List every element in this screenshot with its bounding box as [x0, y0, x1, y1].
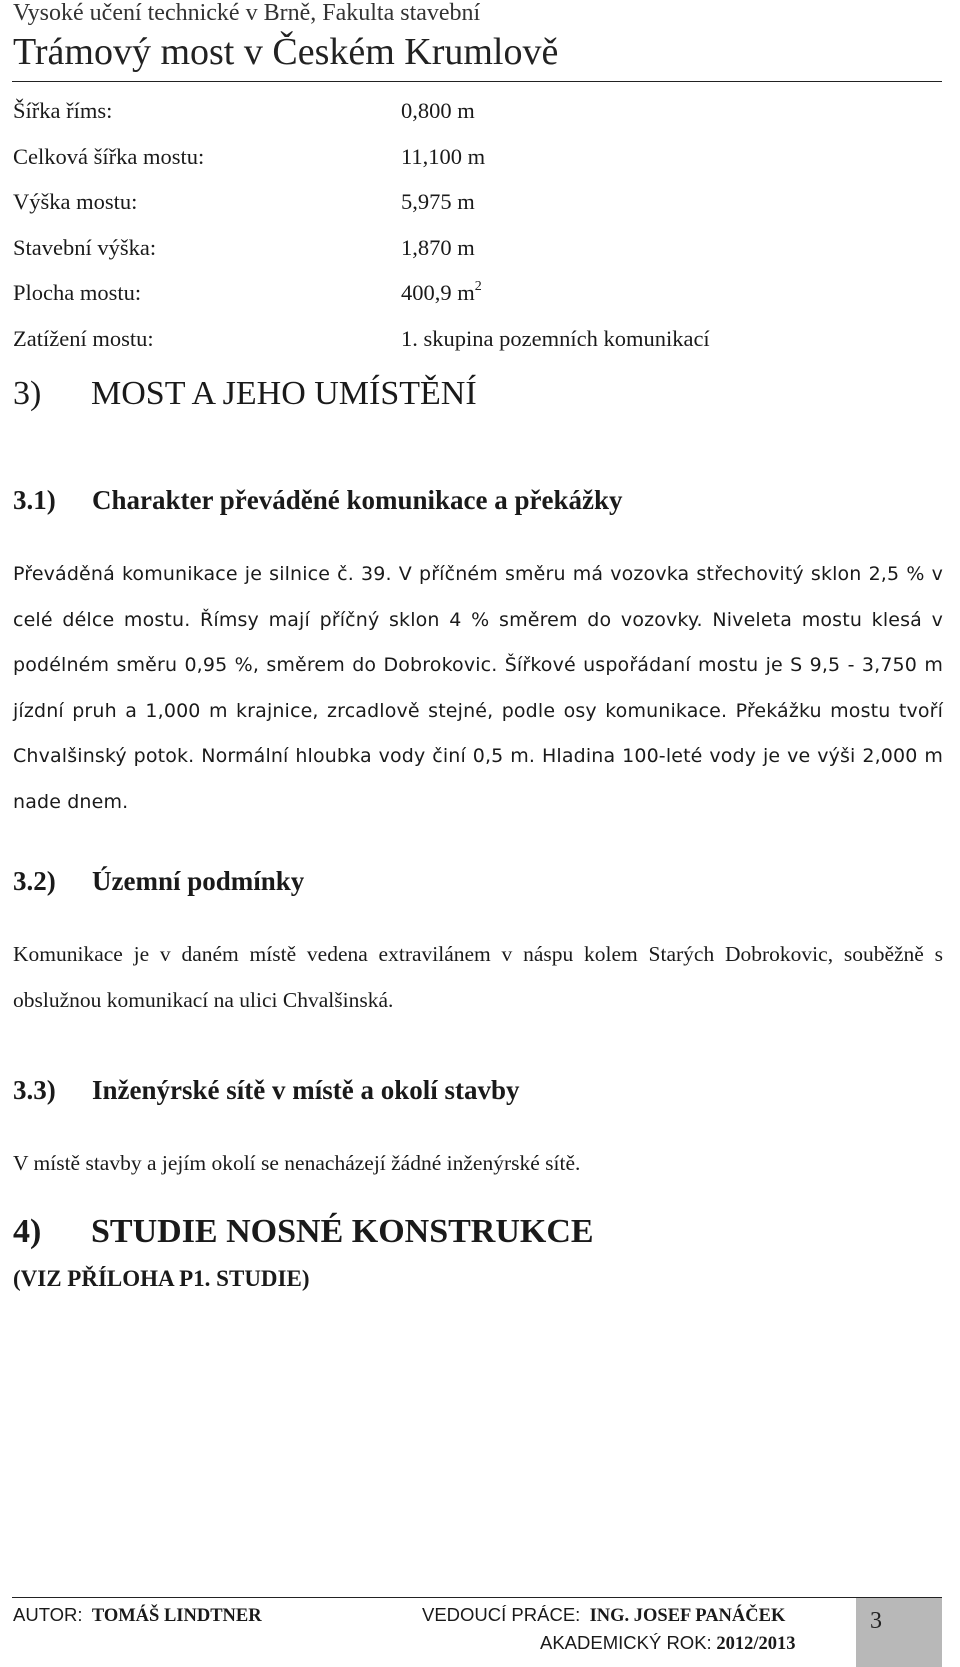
footer-supervisor — [422, 1604, 785, 1627]
param-value: 0,800 m — [401, 98, 475, 123]
param-label: Plocha mostu: — [13, 280, 142, 305]
section-3-3-heading — [13, 1075, 520, 1106]
section-3-2-heading — [13, 866, 304, 897]
param-value: 11,100 m — [401, 143, 486, 169]
supervisor-name: ING. JOSEF PANÁČEK — [589, 1606, 786, 1626]
section-3-heading — [13, 375, 477, 413]
section-3-1-heading — [13, 485, 623, 516]
param-value — [401, 280, 482, 306]
footer-rule — [12, 1597, 942, 1598]
year-label: AKADEMICKÝ ROK: — [540, 1632, 712, 1653]
section-number: 3.1) — [13, 485, 56, 515]
supervisor-label: VEDOUCÍ PRÁCE: — [422, 1604, 581, 1625]
header-institution: Vysoké učení technické v Brně, Fakulta stavební — [13, 0, 481, 26]
param-value-text: 400,9 m — [401, 280, 475, 305]
section-number: 4) — [13, 1213, 42, 1250]
section-4-heading — [13, 1213, 594, 1251]
section-title: Inženýrské sítě v místě a okolí stavby — [92, 1075, 520, 1105]
param-label: Zatížení mostu: — [13, 325, 154, 351]
year-value: 2012/2013 — [716, 1634, 796, 1654]
param-label: Stavební výška: — [13, 234, 157, 260]
page-number-box — [856, 1598, 942, 1667]
section-3-3-text: V místě stavby a jejím okolí se nenacházejí žádné inženýrské sítě. — [13, 1151, 581, 1175]
param-value: 1,870 m — [401, 234, 475, 260]
section-number: 3) — [13, 375, 42, 412]
author-name: TOMÁŠ LINDTNER — [91, 1606, 262, 1626]
section-3-1-text: Převáděná komunikace je silnice č. 39. V příčném směru má vozovka střechovitý sklon 2,5 % v celé délce mostu. Římsy mají příčný sklon 4 % směrem do vozovky. Niveleta mostu klesá v podélném směru 0,95 %, směrem do Dobrokovic. Šířkové uspořádaní mostu je S 9,5 - 3,750 m jízdní pruh a 1,000 m krajnice, zrcadlově stejné, podle osy komunikace. Překážku mostu tvoří Chvalšinský potok. Normální hloubka vody činí 0,5 m. Hladina 100-leté vody je ve výši 2,000 m nade dnem. — [13, 563, 943, 813]
section-title: MOST A JEHO UMÍSTĚNÍ — [91, 375, 477, 412]
section-title: STUDIE NOSNÉ KONSTRUKCE — [91, 1213, 594, 1250]
section-title: Charakter převáděné komunikace a překážky — [92, 485, 623, 515]
param-label: Výška mostu: — [13, 189, 138, 214]
section-number: 3.2) — [13, 866, 56, 896]
param-value: 5,975 m — [401, 189, 475, 214]
section-3-2-text: Komunikace je v daném místě vedena extravilánem v náspu kolem Starých Dobrokovic, souběžně s obslužnou komunikací na ulici Chvalšinská. — [13, 942, 943, 1012]
header-rule — [12, 81, 942, 82]
param-value-superscript: 2 — [474, 278, 482, 294]
page-number: 3 — [870, 1608, 882, 1634]
author-label: AUTOR: — [13, 1604, 83, 1625]
param-label: Šířka říms: — [13, 98, 113, 123]
section-title: Územní podmínky — [92, 866, 305, 896]
section-number: 3.3) — [13, 1075, 56, 1105]
footer-academic-year — [540, 1632, 795, 1655]
appendix-note: (VIZ PŘÍLOHA P1. STUDIE) — [13, 1266, 310, 1291]
param-value: 1. skupina pozemních komunikací — [401, 325, 710, 351]
footer-author — [13, 1604, 262, 1627]
param-label: Celková šířka mostu: — [13, 143, 205, 169]
page-title: Trámový most v Českém Krumlově — [13, 31, 559, 73]
